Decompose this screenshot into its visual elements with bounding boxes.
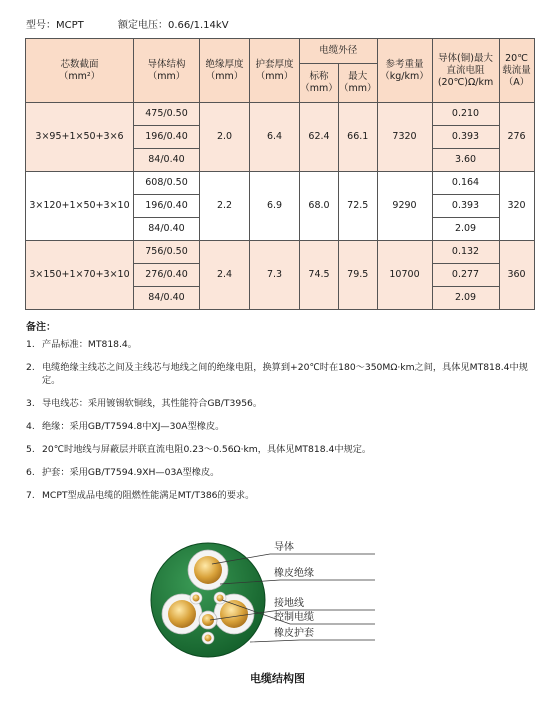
label-sheath: 橡皮护套 [274, 628, 314, 639]
resistance-cell: 3.60 [432, 149, 499, 172]
conductor-cell: 475/0.50 [134, 103, 200, 126]
ground-wire [199, 611, 217, 629]
resistance-cell: 0.210 [432, 103, 499, 126]
ampacity-cell: 320 [499, 172, 534, 241]
conductor-cell: 756/0.50 [134, 241, 200, 264]
insulation-cell: 2.0 [200, 103, 250, 172]
header-od-max: 最大 （mm） [339, 64, 378, 103]
conductor-cell: 276/0.40 [134, 264, 200, 287]
list-item: 6. 护套：采用GB/T7594.9XH—03A型橡皮。 [26, 467, 220, 478]
rated-voltage-label: 额定电压：0.66/1.14kV [118, 20, 229, 31]
label-insulation: 橡皮绝缘 [274, 568, 314, 579]
insulation-cell: 2.4 [200, 241, 250, 310]
header-od-nominal: 标称 （mm） [300, 64, 339, 103]
label-conductor: 导体 [274, 542, 294, 553]
header-insulation: 绝缘厚度 （mm） [200, 39, 250, 103]
od-max-cell: 66.1 [339, 103, 378, 172]
resistance-cell: 0.393 [432, 126, 499, 149]
weight-cell: 7320 [377, 103, 432, 172]
conductor-cell: 196/0.40 [134, 126, 200, 149]
header-conductor: 导体结构 （mm） [134, 39, 200, 103]
conductor-cell: 84/0.40 [134, 149, 200, 172]
notes-list [26, 338, 536, 512]
list-item: 3. 导电线芯：采用镀锡软铜线，其性能符合GB/T3956。 [26, 398, 263, 409]
list-item: 7. MCPT型成品电缆的阻燃性能满足MT/T386的要求。 [26, 490, 255, 501]
label-ground-wire: 接地线 [274, 598, 304, 609]
ampacity-cell: 276 [499, 103, 534, 172]
ampacity-cell: 360 [499, 241, 534, 310]
header-sheath: 护套厚度 （mm） [250, 39, 300, 103]
table-row [26, 172, 535, 195]
spec-table [25, 38, 535, 310]
conductor-cell: 84/0.40 [134, 287, 200, 310]
conductor-cell: 196/0.40 [134, 195, 200, 218]
resistance-cell: 0.277 [432, 264, 499, 287]
od-nominal-cell: 68.0 [300, 172, 339, 241]
list-item: 1. 产品标准：MT818.4。 [26, 339, 137, 350]
weight-cell: 9290 [377, 172, 432, 241]
header-weight: 参考重量 （kg/km） [377, 39, 432, 103]
diagram-caption: 电缆结构图 [250, 672, 305, 685]
notes-title: 备注： [26, 322, 56, 333]
resistance-cell: 2.09 [432, 218, 499, 241]
resistance-cell: 0.164 [432, 172, 499, 195]
sheath-cell: 6.4 [250, 103, 300, 172]
resistance-cell: 0.132 [432, 241, 499, 264]
header-cross-section: 芯数截面 （mm²） [26, 39, 134, 103]
header-od: 电缆外径 [300, 39, 378, 64]
cross-section-cell: 3×95+1×50+3×6 [26, 103, 134, 172]
header [26, 16, 229, 31]
table-row [26, 241, 535, 264]
resistance-cell: 2.09 [432, 287, 499, 310]
sheath-cell: 7.3 [250, 241, 300, 310]
label-control-cable: 控制电缆 [274, 612, 314, 623]
list-item: 2. 电缆绝缘主线芯之间及主线芯与地线之间的绝缘电阻，换算到+20℃时在180～350MΩ·km之间，具体见MT818.4中规定。 [26, 362, 528, 386]
weight-cell: 10700 [377, 241, 432, 310]
cross-section-cell: 3×150+1×70+3×10 [26, 241, 134, 310]
conductor-cell: 608/0.50 [134, 172, 200, 195]
conductor-cell: 84/0.40 [134, 218, 200, 241]
header-ampacity: 20℃ 载流量 （A） [499, 39, 534, 103]
cross-section-cell: 3×120+1×50+3×10 [26, 172, 134, 241]
list-item: 4. 绝缘：采用GB/T7594.8中XJ—30A型橡皮。 [26, 421, 225, 432]
model-label: 型号：MCPT [26, 20, 84, 31]
cable-structure-diagram [150, 530, 430, 670]
od-max-cell: 72.5 [339, 172, 378, 241]
od-nominal-cell: 74.5 [300, 241, 339, 310]
od-max-cell: 79.5 [339, 241, 378, 310]
list-item: 5. 20℃时地线与屏蔽层并联直流电阻0.23～0.56Ω·km，具体见MT818.4中规定。 [26, 444, 372, 455]
od-nominal-cell: 62.4 [300, 103, 339, 172]
sheath-cell: 6.9 [250, 172, 300, 241]
resistance-cell: 0.393 [432, 195, 499, 218]
header-row [26, 39, 535, 64]
insulation-cell: 2.2 [200, 172, 250, 241]
table-row [26, 103, 535, 126]
header-resistance: 导体(铜)最大 直流电阻 (20℃)Ω/km [432, 39, 499, 103]
